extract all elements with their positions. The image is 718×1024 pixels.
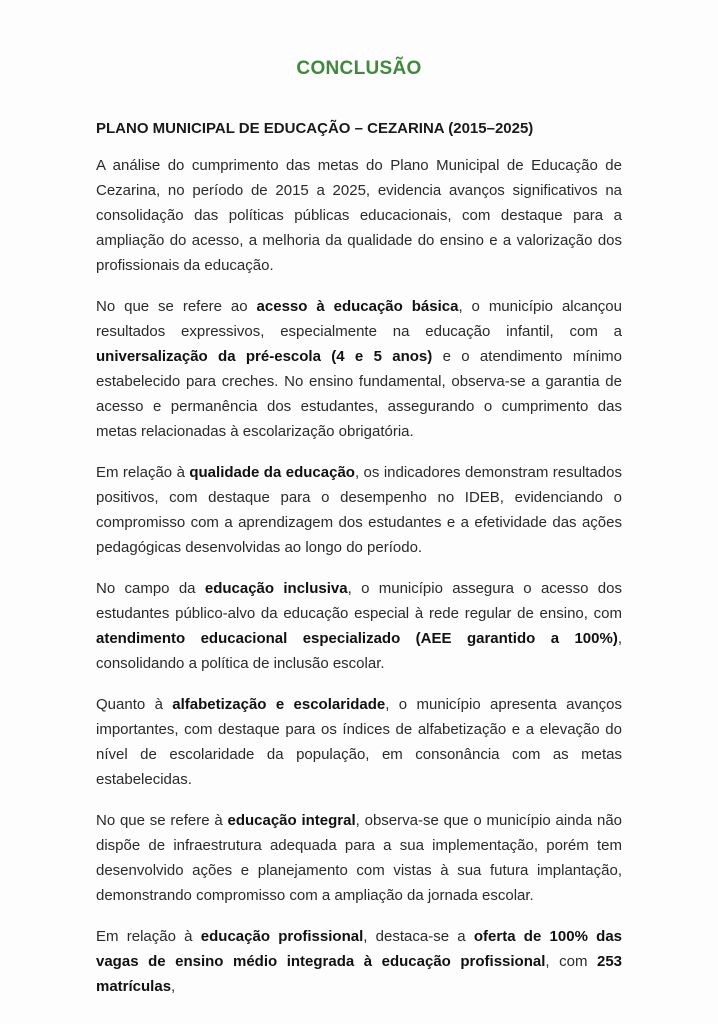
paragraph-intro [96, 153, 622, 278]
text-segment: e o atendimento mínimo estabelecido para creches. No ensino fundamental, observa-se a garantia de acesso e permanência dos estudantes, assegurando o cumprimento das metas relacionadas à escolarização obrigatória. [96, 348, 622, 440]
text-segment: A análise do cumprimento das metas do Plano Municipal de Educação de Cezarina, no período de 2015 a 2025, evidencia avanços significativos na consolidação das políticas públicas educacionais, com destaque para a ampliação do acesso, a melhoria da qualidade do ensino e a valorização dos profissionais da educação. [96, 157, 622, 274]
text-segment: No que se refere à [96, 812, 228, 829]
text-segment: No campo da [96, 580, 205, 597]
body-text [96, 153, 622, 1015]
bold-segment: 253 matrículas [96, 953, 623, 995]
bold-segment: oferta de 100% das vagas de ensino médio integrada à educação profissional [96, 928, 622, 970]
bold-segment: qualidade da educação [189, 464, 355, 481]
text-segment: , o município assegura o acesso dos estudantes público-alvo da educação especial à rede regular de ensino, com [96, 580, 622, 622]
text-segment: , observa-se que o município ainda não dispõe de infraestrutura adequada para a sua implementação, porém tem desenvolvido ações e planejamento com vistas à sua futura implantação, demonstrando compromisso com a ampliação da jornada escolar. [96, 812, 623, 904]
bold-segment: educação integral [227, 812, 356, 829]
text-segment: , o município apresenta avanços importantes, com destaque para os índices de alfabetização e a elevação do nível de escolaridade da população, em consonância com as metas estabelecidas. [96, 696, 622, 788]
paragraph-inclusiva [96, 576, 622, 676]
bold-segment: atendimento educacional especializado (AEE garantido a 100%) [96, 630, 618, 647]
text-segment: , consolidando a política de inclusão escolar. [96, 630, 622, 672]
text-segment: Quanto à [96, 696, 173, 713]
text-segment: Em relação à [96, 464, 190, 481]
page-title: CONCLUSÃO [296, 58, 422, 79]
text-segment: Em relação à [96, 928, 201, 945]
document-subtitle: PLANO MUNICIPAL DE EDUCAÇÃO – CEZARINA (2015–2025) [96, 120, 534, 137]
paragraph-alfabetizacao [96, 692, 622, 792]
text-segment: , destaca-se a [363, 928, 474, 945]
text-segment: No que se refere ao [96, 298, 257, 315]
bold-segment: educação inclusiva [204, 580, 348, 597]
paragraph-integral [96, 808, 622, 908]
paragraph-acesso [96, 294, 622, 444]
paragraph-profissional [96, 924, 622, 999]
text-segment: , com [545, 953, 597, 970]
text-segment: , os indicadores demonstram resultados positivos, com destaque para o desempenho no IDEB, evidenciando o compromisso com a aprendizagem dos estudantes e a efetividade das ações pedagógicas desenvolvidas ao longo do período. [96, 464, 622, 556]
paragraph-qualidade [96, 460, 622, 560]
bold-segment: universalização da pré-escola (4 e 5 anos) [96, 348, 433, 365]
bold-segment: acesso à educação básica [256, 298, 459, 315]
text-segment: , [171, 978, 176, 995]
bold-segment: educação profissional [200, 928, 364, 945]
text-segment: , o município alcançou resultados expressivos, especialmente na educação infantil, com a [96, 298, 622, 340]
bold-segment: alfabetização e escolaridade [172, 696, 386, 713]
